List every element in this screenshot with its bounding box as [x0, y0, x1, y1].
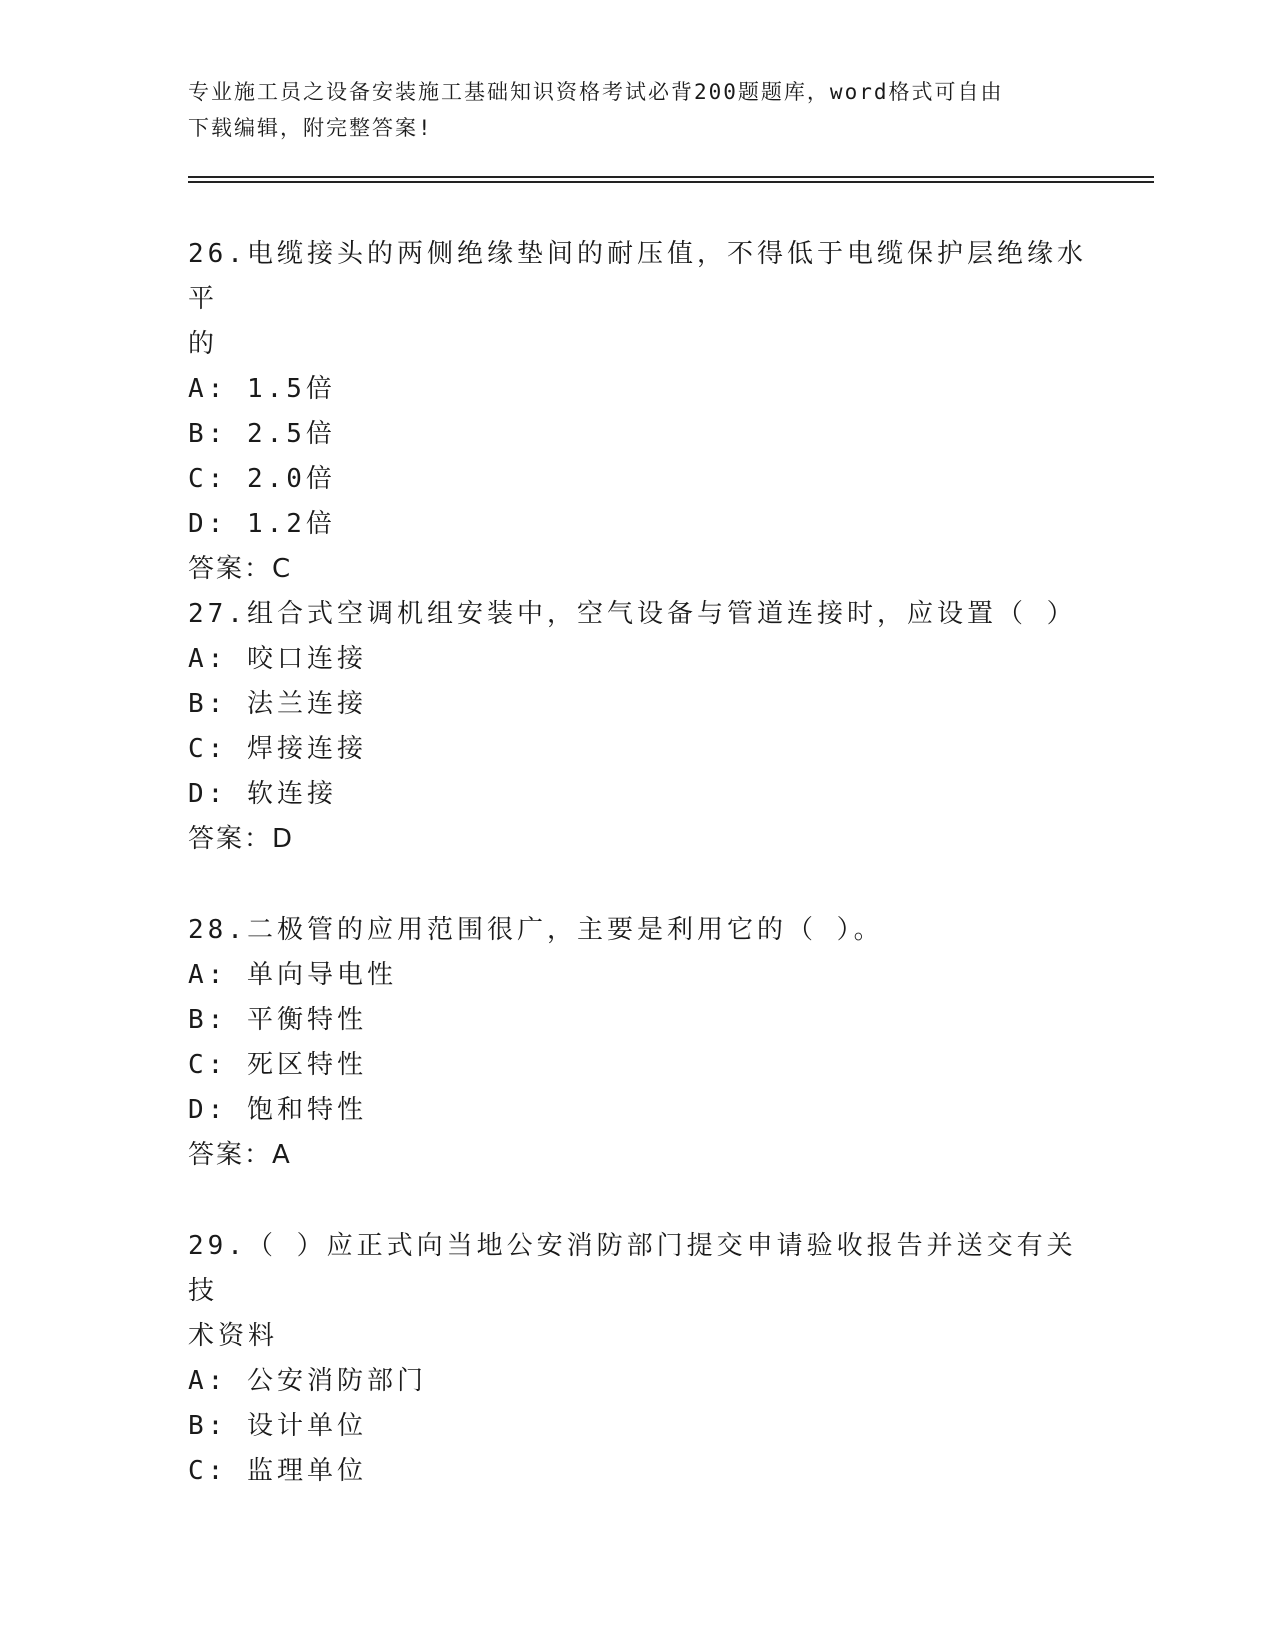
option-b: B: 2.5倍	[188, 419, 336, 449]
question-26	[188, 232, 1088, 592]
question-stem-line-1: 28.二极管的应用范围很广，主要是利用它的（ ）。	[188, 915, 884, 945]
option-b: B: 法兰连接	[188, 689, 367, 719]
option-a: A: 公安消防部门	[188, 1366, 427, 1396]
option-b: B: 平衡特性	[188, 1005, 367, 1035]
document-header	[188, 74, 1068, 146]
question-27	[188, 592, 1088, 862]
option-c: C: 焊接连接	[188, 734, 367, 764]
question-stem-line-2: 术资料	[188, 1321, 279, 1351]
header-line-1: 专业施工员之设备安装施工基础知识资格考试必背200题题库，word格式可自由	[188, 80, 1004, 104]
question-stem-line-1: 29.（ ）应正式向当地公安消防部门提交申请验收报告并送交有关技	[188, 1231, 1077, 1306]
answer: 答案：A	[188, 1140, 292, 1170]
option-d: D: 1.2倍	[188, 509, 336, 539]
option-b: B: 设计单位	[188, 1411, 367, 1441]
question-28	[188, 908, 1088, 1178]
question-stem-line-2: 的	[188, 329, 219, 359]
option-a: A: 1.5倍	[188, 374, 336, 404]
option-c: C: 2.0倍	[188, 464, 336, 494]
header-divider-lower	[188, 181, 1154, 183]
question-stem-line-1: 27.组合式空调机组安装中，空气设备与管道连接时，应设置（ ）	[188, 599, 1077, 629]
header-divider-upper	[188, 176, 1154, 178]
option-d: D: 软连接	[188, 779, 337, 809]
option-c: C: 监理单位	[188, 1456, 367, 1486]
answer: 答案：C	[188, 554, 293, 584]
option-d: D: 饱和特性	[188, 1095, 367, 1125]
option-a: A: 咬口连接	[188, 644, 367, 674]
option-c: C: 死区特性	[188, 1050, 367, 1080]
option-a: A: 单向导电性	[188, 960, 397, 990]
question-29	[188, 1224, 1088, 1494]
answer: 答案：D	[188, 824, 295, 854]
header-line-2: 下载编辑，附完整答案!	[188, 116, 433, 140]
question-stem-line-1: 26.电缆接头的两侧绝缘垫间的耐压值，不得低于电缆保护层绝缘水平	[188, 239, 1087, 314]
